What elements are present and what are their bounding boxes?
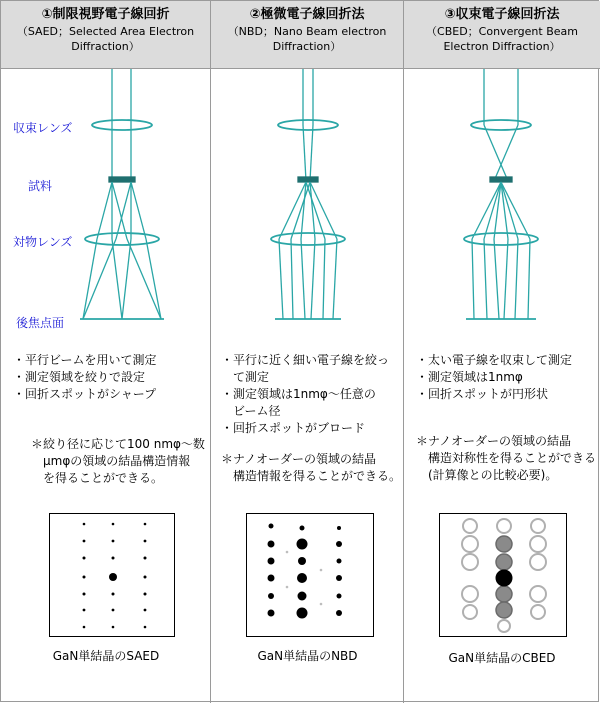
feature-item: ・平行ビームを用いて測定 [13, 353, 157, 367]
saed-spot-pattern [50, 514, 174, 636]
note-line: ＊ナノオーダーの領域の結晶 [221, 452, 377, 466]
feature-item: て測定 [221, 370, 270, 384]
cbed-disk-pattern [440, 514, 566, 636]
feature-list [221, 352, 389, 437]
feature-list [13, 352, 157, 403]
note-line: μmφの領域の結晶構造情報 [31, 454, 191, 468]
saed-diffraction-pattern [49, 513, 175, 637]
note [416, 433, 596, 484]
feature-list [416, 352, 572, 403]
feature-item: ・平行に近く細い電子線を絞っ [221, 353, 390, 367]
cbed-center-disk [496, 570, 513, 587]
note [221, 451, 401, 485]
column-title: ③収束電子線回折法 [444, 7, 560, 22]
feature-item: ・測定領域は1nmφ [416, 370, 523, 384]
feature-item: ・測定領域は1nmφ～任意の [221, 387, 376, 401]
note-line: を得ることができる。 [31, 471, 164, 485]
note-line: (計算像との比較必要)。 [416, 468, 558, 482]
note-line: ＊ナノオーダーの領域の結晶 [416, 434, 572, 448]
feature-item: ・回折スポットがブロード [221, 421, 366, 435]
column-subtitle [404, 24, 600, 54]
label-condenser-lens: 収束レンズ [13, 121, 73, 135]
subtitle-line: Diffraction） [272, 40, 342, 53]
cbed-diffraction-pattern [439, 513, 567, 637]
nbd-ray-diagram [211, 69, 404, 329]
pattern-caption: GaN単結晶のNBD [257, 649, 358, 663]
note-line: 構造対称性を得ることができる [416, 451, 597, 465]
feature-item: ・測定領域を絞りで設定 [13, 370, 146, 384]
column-subtitle [1, 24, 210, 54]
note [31, 436, 205, 487]
feature-item: ・太い電子線を収束して測定 [416, 353, 573, 367]
label-back-focal-plane: 後焦点面 [16, 316, 65, 330]
pattern-caption: GaN単結晶のSAED [52, 649, 160, 663]
note-line: 構造情報を得ることができる。 [221, 469, 402, 483]
nbd-diffraction-pattern [246, 513, 374, 637]
feature-item: ・回折スポットがシャープ [13, 387, 157, 401]
feature-item: ・回折スポットが円形状 [416, 387, 549, 401]
column-header [404, 1, 600, 69]
column-subtitle [211, 24, 403, 54]
nbd-spot-pattern [247, 514, 373, 636]
column-cbed [404, 1, 600, 703]
saed-ray-diagram [1, 69, 211, 329]
pattern-caption: GaN単結晶のCBED [448, 651, 556, 665]
note-line: ＊絞り径に応じて100 nmφ～数 [31, 437, 205, 451]
label-specimen: 試料 [28, 179, 53, 193]
subtitle-line: （NBD；Nano Beam electron [227, 25, 387, 38]
cbed-ray-diagram [404, 69, 600, 329]
subtitle-line: Electron Diffraction） [443, 40, 561, 53]
feature-item: ビーム径 [221, 404, 281, 418]
subtitle-line: Diffraction） [71, 40, 140, 53]
column-header [1, 1, 210, 69]
column-saed [1, 1, 211, 703]
column-header [211, 1, 403, 69]
column-title: ②極微電子線回折法 [249, 7, 365, 22]
label-objective-lens: 対物レンズ [13, 235, 73, 249]
column-nbd [211, 1, 404, 703]
column-title: ①制限視野電子線回折 [41, 7, 170, 22]
subtitle-line: （SAED；Selected Area Electron [16, 25, 195, 38]
subtitle-line: （CBED；Convergent Beam [426, 25, 578, 38]
